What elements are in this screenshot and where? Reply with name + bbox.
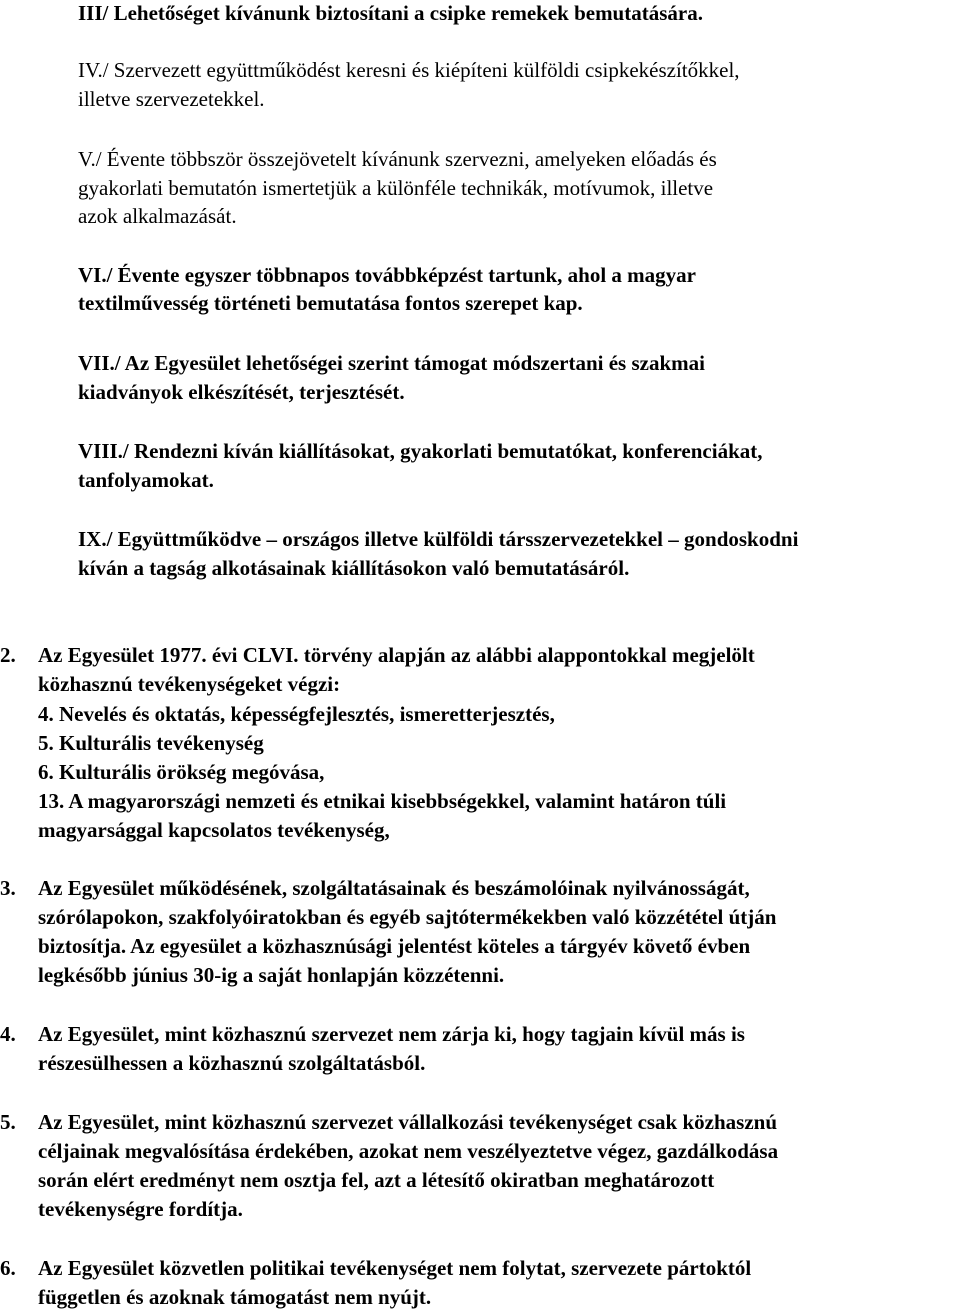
section-5-line4: tevékenységre fordítja. xyxy=(38,1197,243,1221)
item-viii-line2: tanfolyamokat. xyxy=(78,468,214,492)
section-3-line3: biztosítja. Az egyesület a közhasznúsági jelentést köteles a tárgyév követő évben xyxy=(38,934,751,958)
section-2-item-13-line2: magyarsággal kapcsolatos tevékenység, xyxy=(38,818,390,842)
section-3-line2: szórólapokon, szakfolyóiratokban és egyéb sajtótermékekben való közzététel útján xyxy=(38,905,777,929)
section-4-line1: Az Egyesület, mint közhasznú szervezet nem zárja ki, hogy tagjain kívül más is xyxy=(38,1022,745,1046)
item-iv-line1: IV./ Szervezett együttműködést keresni és kiépíteni külföldi csipkekészítőkkel, xyxy=(78,58,740,82)
section-3-line1: Az Egyesület működésének, szolgáltatásainak és beszámolóinak nyilvánosságát, xyxy=(38,876,750,900)
section-4-line2: részesülhessen a közhasznú szolgáltatásból. xyxy=(38,1051,426,1075)
item-ix-line1: IX./ Együttműködve – országos illetve külföldi társszervezetekkel – gondoskodni xyxy=(78,527,799,551)
item-iii-line1: III/ Lehetőséget kívánunk biztosítani a csipke remekek bemutatására. xyxy=(78,1,703,25)
section-6-line1: Az Egyesület közvetlen politikai tevékenységet nem folytat, szervezete pártoktól xyxy=(38,1256,752,1280)
item-viii-line1: VIII./ Rendezni kíván kiállításokat, gyakorlati bemutatókat, konferenciákat, xyxy=(78,439,763,463)
item-v-line3: azok alkalmazását. xyxy=(78,204,237,228)
section-5-line3: során elért eredményt nem osztja fel, azt a létesítő okiratban meghatározott xyxy=(38,1168,715,1192)
item-v-line1: V./ Évente többször összejövetelt kívánunk szervezni, amelyeken előadás és xyxy=(78,147,717,171)
section-2-item-6: 6. Kulturális örökség megóvása, xyxy=(38,760,325,784)
section-2-line2: közhasznú tevékenységeket végzi: xyxy=(38,672,341,696)
section-5-line1: Az Egyesület, mint közhasznú szervezet vállalkozási tevékenységet csak közhasznú xyxy=(38,1110,778,1134)
item-vii-line1: VII./ Az Egyesület lehetőségei szerint támogat módszertani és szakmai xyxy=(78,351,705,375)
section-2-item-5: 5. Kulturális tevékenység xyxy=(38,731,264,755)
item-ix-line2: kíván a tagság alkotásainak kiállításokon való bemutatásáról. xyxy=(78,556,630,580)
item-vi-line2: textilművesség történeti bemutatása fontos szerepet kap. xyxy=(78,291,583,315)
item-v-line2: gyakorlati bemutatón ismertetjük a különféle technikák, motívumok, illetve xyxy=(78,176,714,200)
item-vii-line2: kiadványok elkészítését, terjesztését. xyxy=(78,380,405,404)
section-6-number: 6. xyxy=(0,1256,16,1280)
section-3-number: 3. xyxy=(0,876,16,900)
section-2-item-4: 4. Nevelés és oktatás, képességfejlesztés, ismeretterjesztés, xyxy=(38,702,555,726)
section-4-number: 4. xyxy=(0,1022,16,1046)
section-5-line2: céljainak megvalósítása érdekében, azokat nem veszélyeztetve végez, gazdálkodása xyxy=(38,1139,779,1163)
section-2-number: 2. xyxy=(0,643,16,667)
item-vi-line1: VI./ Évente egyszer többnapos továbbképzést tartunk, ahol a magyar xyxy=(78,263,696,287)
item-iv-line2: illetve szervezetekkel. xyxy=(78,87,265,111)
section-6-line2: független és azoknak támogatást nem nyújt. xyxy=(38,1285,432,1309)
section-2-item-13-line1: 13. A magyarországi nemzeti és etnikai kisebbségekkel, valamint határon túli xyxy=(38,789,727,813)
section-2-line1: Az Egyesület 1977. évi CLVI. törvény alapján az alábbi alappontokkal megjelölt xyxy=(38,643,755,667)
section-5-number: 5. xyxy=(0,1110,16,1134)
section-3-line4: legkésőbb június 30-ig a saját honlapján közzétenni. xyxy=(38,963,505,987)
